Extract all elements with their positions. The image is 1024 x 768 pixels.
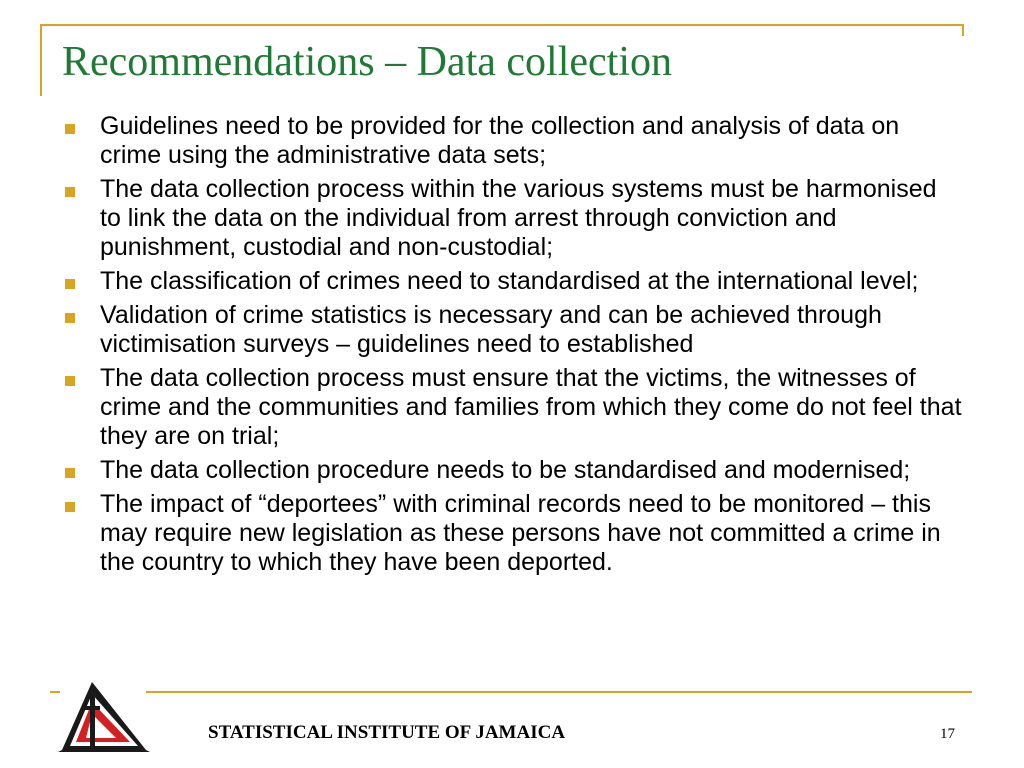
bullet-text: Guidelines need to be provided for the collection and analysis of data on crime using the administrative data sets; (100, 112, 900, 169)
bullet-item (62, 175, 962, 262)
bullet-item (62, 490, 962, 577)
bullet-text: The data collection procedure needs to be standardised and modernised; (100, 456, 911, 484)
square-bullet-icon (65, 502, 75, 512)
bullet-text: The data collection process within the various systems must be harmonised to link the data on the individual from arrest through conviction and punishment, custodial and non-custodial; (100, 175, 937, 261)
bullet-list (62, 112, 962, 582)
bullet-item (62, 456, 962, 485)
footer-organization: STATISTICAL INSTITUTE OF JAMAICA (208, 722, 566, 743)
bullet-item (62, 267, 962, 296)
square-bullet-icon (65, 376, 75, 386)
square-bullet-icon (65, 124, 75, 134)
footer-rule (146, 691, 972, 693)
bullet-text: The data collection process must ensure that the victims, the witnesses of crime and the communities and families from which they come do not feel that they are on trial; (100, 364, 962, 450)
square-bullet-icon (65, 468, 75, 478)
square-bullet-icon (65, 187, 75, 197)
header-frame-top-rule (40, 24, 964, 26)
square-bullet-icon (65, 313, 75, 323)
bullet-text: The impact of “deportees” with criminal records need to be monitored – this may require new legislation as these persons have not committed a crime in the country to which they have been deported. (100, 490, 941, 576)
header-frame-right-rule (962, 24, 964, 36)
page-number: 17 (940, 726, 955, 742)
bullet-item (62, 112, 962, 170)
bullet-item (62, 364, 962, 451)
slide-title: Recommendations – Data collection (62, 39, 672, 85)
header-frame-left-rule (40, 24, 42, 96)
statin-triangle-logo-icon (58, 680, 150, 752)
bullet-text: Validation of crime statistics is necessary and can be achieved through victimisation surveys – guidelines need to established (100, 301, 882, 358)
bullet-text: The classification of crimes need to standardised at the international level; (100, 267, 919, 295)
bullet-item (62, 301, 962, 359)
square-bullet-icon (65, 279, 75, 289)
